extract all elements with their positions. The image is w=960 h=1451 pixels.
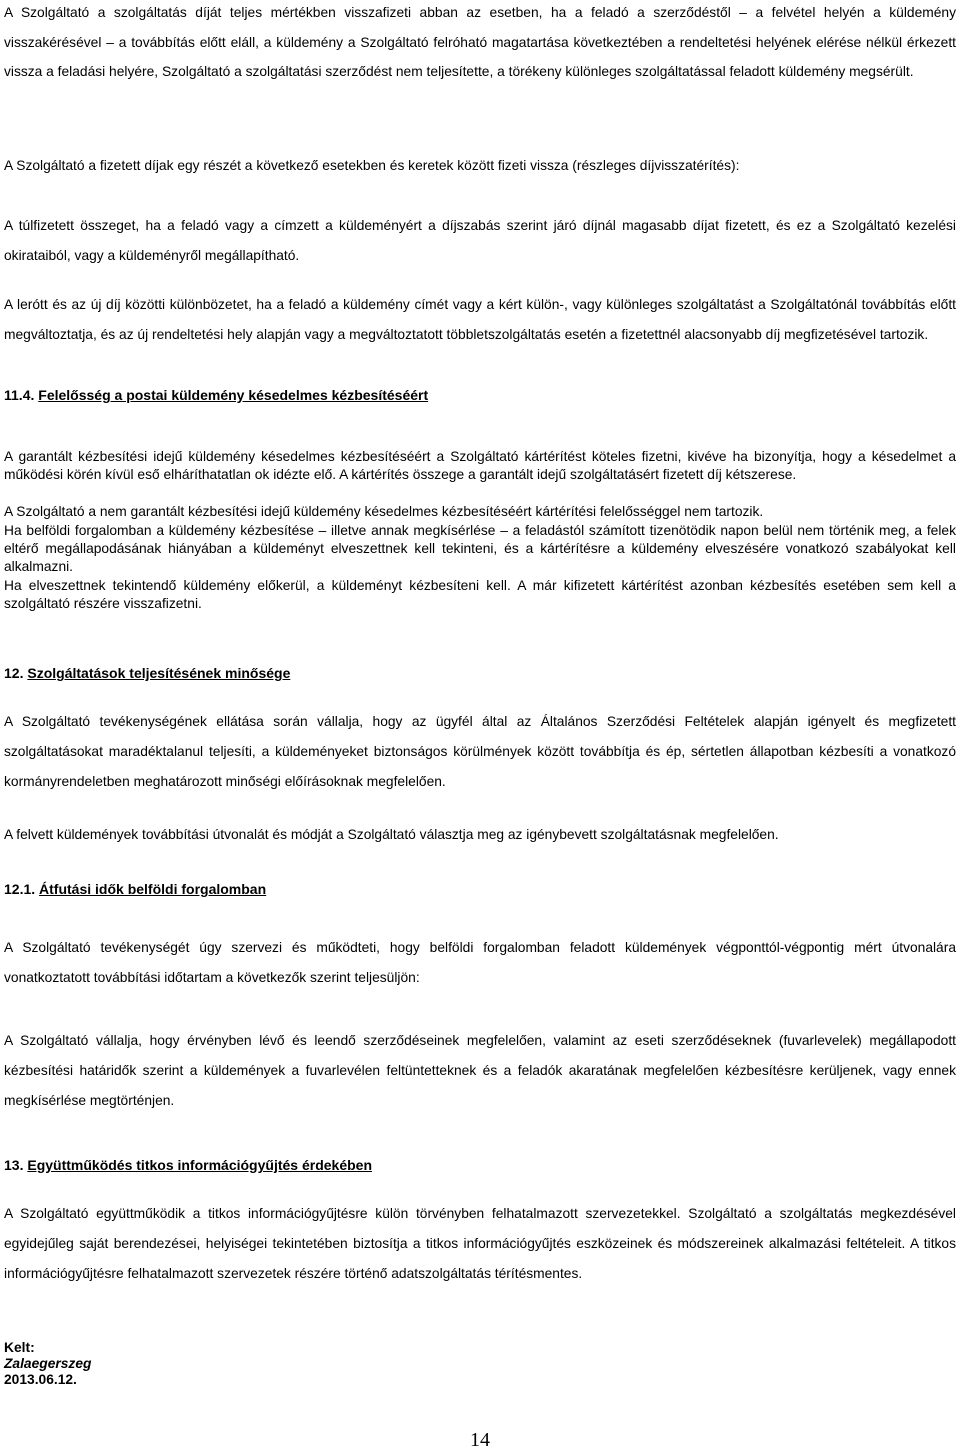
paragraph-partial-refund-intro: A Szolgáltató a fizetett díjak egy részét a következő esetekben és keretek között fizeti vissza (részleges díjvisszatérítés):: [4, 158, 740, 173]
section-heading-11-4: [4, 386, 428, 404]
section-number: 13.: [4, 1157, 24, 1173]
paragraph-routing: A felvett küldemények továbbítási útvonalát és módját a Szolgáltató választja meg az igénybevett szolgáltatásnak megfelelően.: [4, 827, 779, 842]
paragraph-full-refund: A Szolgáltató a szolgáltatás díját teljes mértékben visszafizeti abban az esetben, ha a feladó a szerződéstől – a felvétel helyén a küldemény visszakérésével – a továbbítás előtt eláll, a küldemény a Szolgáltató felróható magatartása következtében a rendeltetési helyének elérése nélkül érkezett vissza a feladási helyére, Szolgáltató a szolgáltatási szerződést nem teljesítette, a törékeny különleges szolgáltatással feladott küldemény megsérült.: [4, 5, 956, 79]
signature-date: 2013.06.12.: [4, 1372, 77, 1387]
paragraph-non-guaranteed-delay: A Szolgáltató a nem garantált kézbesítési idejű küldemény késedelmes kézbesítéséért kártérítési felelősséggel nem tartozik.: [4, 504, 764, 519]
signature-label: Kelt:: [4, 1340, 35, 1355]
section-title: Együttműködés titkos információgyűjtés érdekében: [27, 1157, 372, 1173]
page-number: 14: [470, 1429, 490, 1451]
section-heading-12-1: [4, 880, 266, 898]
paragraph-transit-organisation: A Szolgáltató tevékenységét úgy szervezi és működteti, hogy belföldi forgalomban feladott küldemények végponttól-végpontig mért útvonalára vonatkoztatott továbbítási időtartam a következők szerint teljesüljön:: [4, 940, 956, 985]
section-title: Átfutási idők belföldi forgalomban: [39, 881, 267, 897]
paragraph-overpayment: A túlfizetett összeget, ha a feladó vagy a címzett a küldeményért a díjszabás szerint járó díjnál magasabb díjat fizetett, és ez a Szolgáltató kezelési okirataiból, vagy a küldeményről megállapítható.: [4, 218, 956, 263]
paragraph-secret-intelligence: A Szolgáltató együttműködik a titkos információgyűjtésre külön törvényben felhatalmazott szervezetekkel. Szolgáltató a szolgáltatás megkezdésével egyidejűleg saját berendezései, helyiségei tekintetében biztosítja a titkos információgyűjtés eszközeinek és módszereinek alkalmazási feltételeit. A titkos információgyűjtésre felhatalmazott szervezetek részére történő adatszolgáltatás térítésmentes.: [4, 1206, 956, 1281]
paragraph-found-item: Ha elveszettnek tekintendő küldemény előkerül, a küldeményt kézbesíteni kell. A már kifizetett kártérítést azonban kézbesítés esetében sem kell a szolgáltató részére visszafizetni.: [4, 578, 956, 612]
signature-block: [4, 1340, 91, 1388]
section-number: 11.4.: [4, 387, 35, 403]
paragraph-delivery-deadlines: A Szolgáltató vállalja, hogy érvényben lévő és leendő szerződéseinek megfelelően, valamint az eseti szerződéseknek (fuvarlevelek) megállapodott kézbesítési határidők szerint a küldemények a fuvarlevélen feltüntetteknek és a feladók akaratának megfelelően kézbesítésre kerüljenek, vagy ennek megkísérlése megtörténjen.: [4, 1033, 956, 1108]
section-number: 12.1.: [4, 881, 36, 897]
paragraph-guaranteed-delay: A garantált kézbesítési idejű küldemény késedelmes kézbesítéséért a Szolgáltató kártérítést köteles fizetni, kivéve ha bizonyítja, hogy a késedelmet a működési körén kívül eső elháríthatatlan ok idézte elő. A kártérítés összege a garantált idejű szolgáltatásért fizetett díj kétszerese.: [4, 449, 956, 483]
paragraph-service-quality: A Szolgáltató tevékenységének ellátása során vállalja, hogy az ügyfél által az Általános Szerződési Feltételek alapján igényelt és megfizetett szolgáltatásokat maradéktalanul teljesíti, a küldeményeket biztonságos körülmények között továbbítja és ép, sértetlen állapotban kézbesíti a vonatkozó kormányrendeletben meghatározott minőségi előírásoknak megfelelően.: [4, 714, 956, 789]
section-heading-12: [4, 664, 290, 682]
section-heading-13: [4, 1156, 372, 1174]
signature-place: Zalaegerszeg: [4, 1356, 92, 1371]
paragraph-lost-item: Ha belföldi forgalomban a küldemény kézbesítése – illetve annak megkísérlése – a feladástól számított tizenötödik napon belül nem történik meg, a felek eltérő megállapodásának hiányában a küldeményt elveszettnek kell tekinteni, és a kártérítésre a küldemény elveszésére vonatkozó szabályokat kell alkalmazni.: [4, 523, 956, 575]
section-number: 12.: [4, 665, 24, 681]
section-title: Szolgáltatások teljesítésének minősége: [27, 665, 291, 681]
section-title: Felelősség a postai küldemény késedelmes kézbesítéséért: [38, 387, 429, 403]
paragraph-fee-difference: A lerótt és az új díj közötti különbözetet, ha a feladó a küldemény címét vagy a kért külön-, vagy különleges szolgáltatást a Szolgáltatónál továbbítás előtt megváltoztatja, és az új rendeltetési hely alapján vagy a megváltoztatott többletszolgáltatás esetén a fizetettnél alacsonyabb díj megfizetésével tartozik.: [4, 297, 956, 342]
